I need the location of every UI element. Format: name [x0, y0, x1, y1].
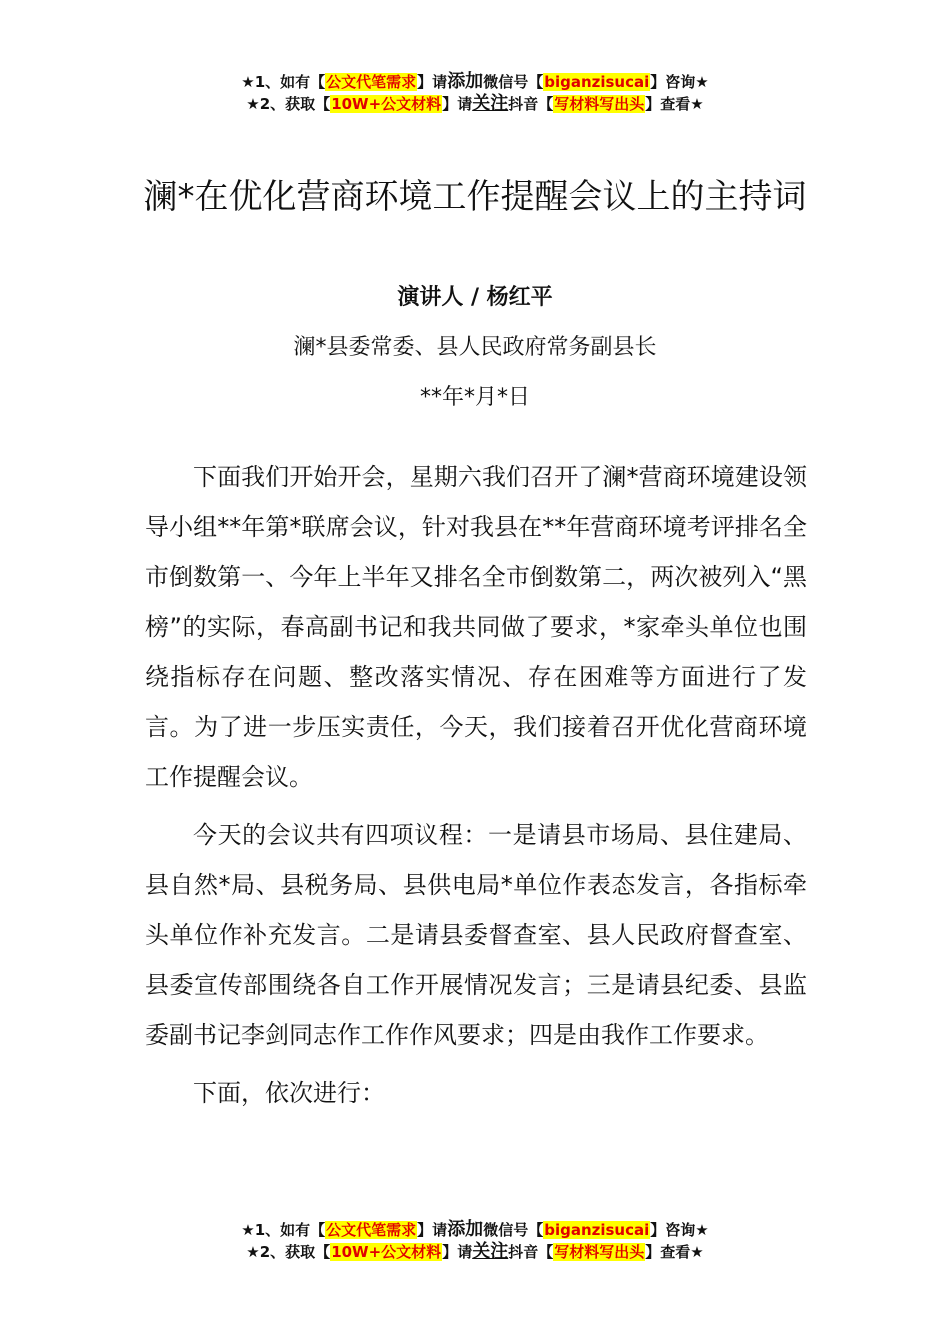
promo-text: ★1、如有【	[241, 73, 326, 91]
promo-highlight-wechat-id: biganzisucai	[544, 1221, 650, 1239]
promo-emphasis-add: 添加	[447, 1219, 484, 1240]
promo-text: 微信号【	[483, 1221, 544, 1239]
promo-highlight-service: 公文代笔需求	[326, 1221, 417, 1239]
promo-text: 抖音【	[508, 95, 554, 113]
promo-highlight-materials: 10W+公文材料	[331, 1243, 442, 1261]
promo-highlight-materials: 10W+公文材料	[331, 95, 442, 113]
promo-text: 微信号【	[483, 73, 544, 91]
promo-emphasis-follow: 关注	[472, 1241, 509, 1262]
promo-text: ★2、获取【	[246, 1243, 331, 1261]
document-body	[145, 452, 807, 1126]
promo-highlight-douyin-id: 写材料写出头	[554, 95, 645, 113]
promo-banner-bottom	[0, 1219, 950, 1263]
promo-text: 】咨询★	[650, 73, 709, 91]
promo-line-2	[0, 1241, 950, 1263]
speaker-position: 澜*县委常委、县人民政府常务副县长	[293, 335, 657, 360]
promo-highlight-service: 公文代笔需求	[326, 73, 417, 91]
promo-text: ★2、获取【	[246, 95, 331, 113]
promo-line-1	[0, 1219, 950, 1241]
promo-text: 】请	[417, 1221, 448, 1239]
promo-text: 】请	[442, 95, 473, 113]
promo-text: 】查看★	[645, 95, 704, 113]
promo-text: 】查看★	[645, 1243, 704, 1261]
promo-text: 抖音【	[508, 1243, 554, 1261]
speech-date: **年*月*日	[419, 385, 530, 410]
promo-emphasis-follow: 关注	[472, 93, 509, 114]
promo-line-2	[0, 93, 950, 115]
body-paragraph: 下面我们开始开会，星期六我们召开了澜*营商环境建设领导小组**年第*联席会议，针对我县在**年营商环境考评排名全市倒数第一、今年上半年又排名全市倒数第二，两次被列入“黑榜”的实际，春高副书记和我共同做了要求，*家牵头单位也围绕指标存在问题、整改落实情况、存在困难等方面进行了发言。为了进一步压实责任，今天，我们接着召开优化营商环境工作提醒会议。	[145, 463, 807, 791]
promo-emphasis-add: 添加	[447, 71, 484, 92]
body-paragraph: 下面，依次进行：	[193, 1079, 385, 1107]
body-paragraph: 今天的会议共有四项议程：一是请县市场局、县住建局、县自然*局、县税务局、县供电局*单位作表态发言，各指标牵头单位作补充发言。二是请县委督查室、县人民政府督查室、县委宣传部围绕各自工作开展情况发言；三是请县纪委、县监委副书记李剑同志作工作作风要求；四是由我作工作要求。	[145, 821, 807, 1049]
promo-text: 】请	[417, 73, 448, 91]
promo-highlight-wechat-id: biganzisucai	[544, 73, 650, 91]
promo-text: 】请	[442, 1243, 473, 1261]
promo-line-1	[0, 71, 950, 93]
document-title: 澜*在优化营商环境工作提醒会议上的主持词	[143, 176, 807, 217]
promo-text: 】咨询★	[650, 1221, 709, 1239]
promo-text: ★1、如有【	[241, 1221, 326, 1239]
promo-banner-top	[0, 71, 950, 115]
speaker-line: 演讲人 / 杨红平	[397, 285, 553, 310]
promo-highlight-douyin-id: 写材料写出头	[554, 1243, 645, 1261]
